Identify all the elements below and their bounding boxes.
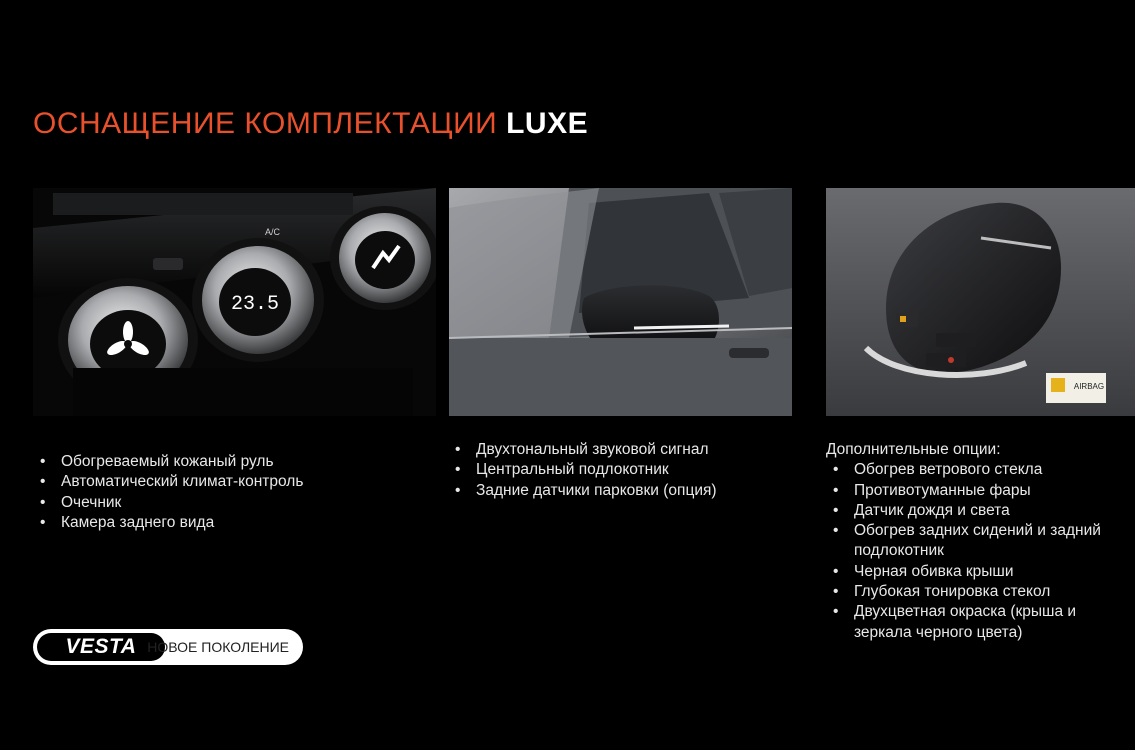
- list-item: • Камера заднего вида: [33, 513, 413, 533]
- list-item: • Центральный подлокотник: [448, 460, 808, 480]
- features-list-col2: [448, 440, 808, 501]
- list-item: • Обогрев задних сидений и задний подлокотник: [826, 521, 1135, 562]
- list-item: • Глубокая тонировка стекол: [826, 582, 1135, 602]
- overhead-console-photo: [826, 188, 1135, 416]
- list-item: • Обогрев ветрового стекла: [826, 460, 1135, 480]
- list-item: • Датчик дождя и света: [826, 501, 1135, 521]
- vesta-logo: [33, 629, 303, 665]
- airbag-sticker: AIRBAG: [1073, 382, 1105, 391]
- side-mirror-photo: [449, 188, 792, 416]
- climate-control-photo: [33, 188, 436, 416]
- temperature-display: 23.5: [230, 293, 280, 316]
- list-item: • Автоматический климат-контроль: [33, 472, 413, 492]
- list-item: • Черная обивка крыши: [826, 562, 1135, 582]
- list-item: • Двухцветная окраска (крыша и зеркала черного цвета): [826, 602, 1135, 643]
- slide-title: [33, 104, 588, 144]
- list-item: • Обогреваемый кожаный руль: [33, 452, 413, 472]
- ac-label: A/C: [265, 227, 281, 237]
- options-subheading: Дополнительные опции:: [826, 441, 1001, 458]
- list-item: • Противотуманные фары: [826, 481, 1135, 501]
- slide-title-main: ОСНАЩЕНИЕ КОМПЛЕКТАЦИИ: [33, 107, 498, 140]
- features-list-col1: [33, 452, 413, 533]
- vesta-logo-tagline: НОВОЕ ПОКОЛЕНИЕ: [147, 639, 289, 655]
- vesta-logo-brand: VESTA: [37, 633, 165, 661]
- features-col3: [826, 440, 1135, 643]
- list-item: • Двухтональный звуковой сигнал: [448, 440, 808, 460]
- list-item: • Очечник: [33, 493, 413, 513]
- features-list-col3: [826, 460, 1135, 643]
- list-item: • Задние датчики парковки (опция): [448, 481, 808, 501]
- slide-title-trim: LUXE: [506, 107, 589, 140]
